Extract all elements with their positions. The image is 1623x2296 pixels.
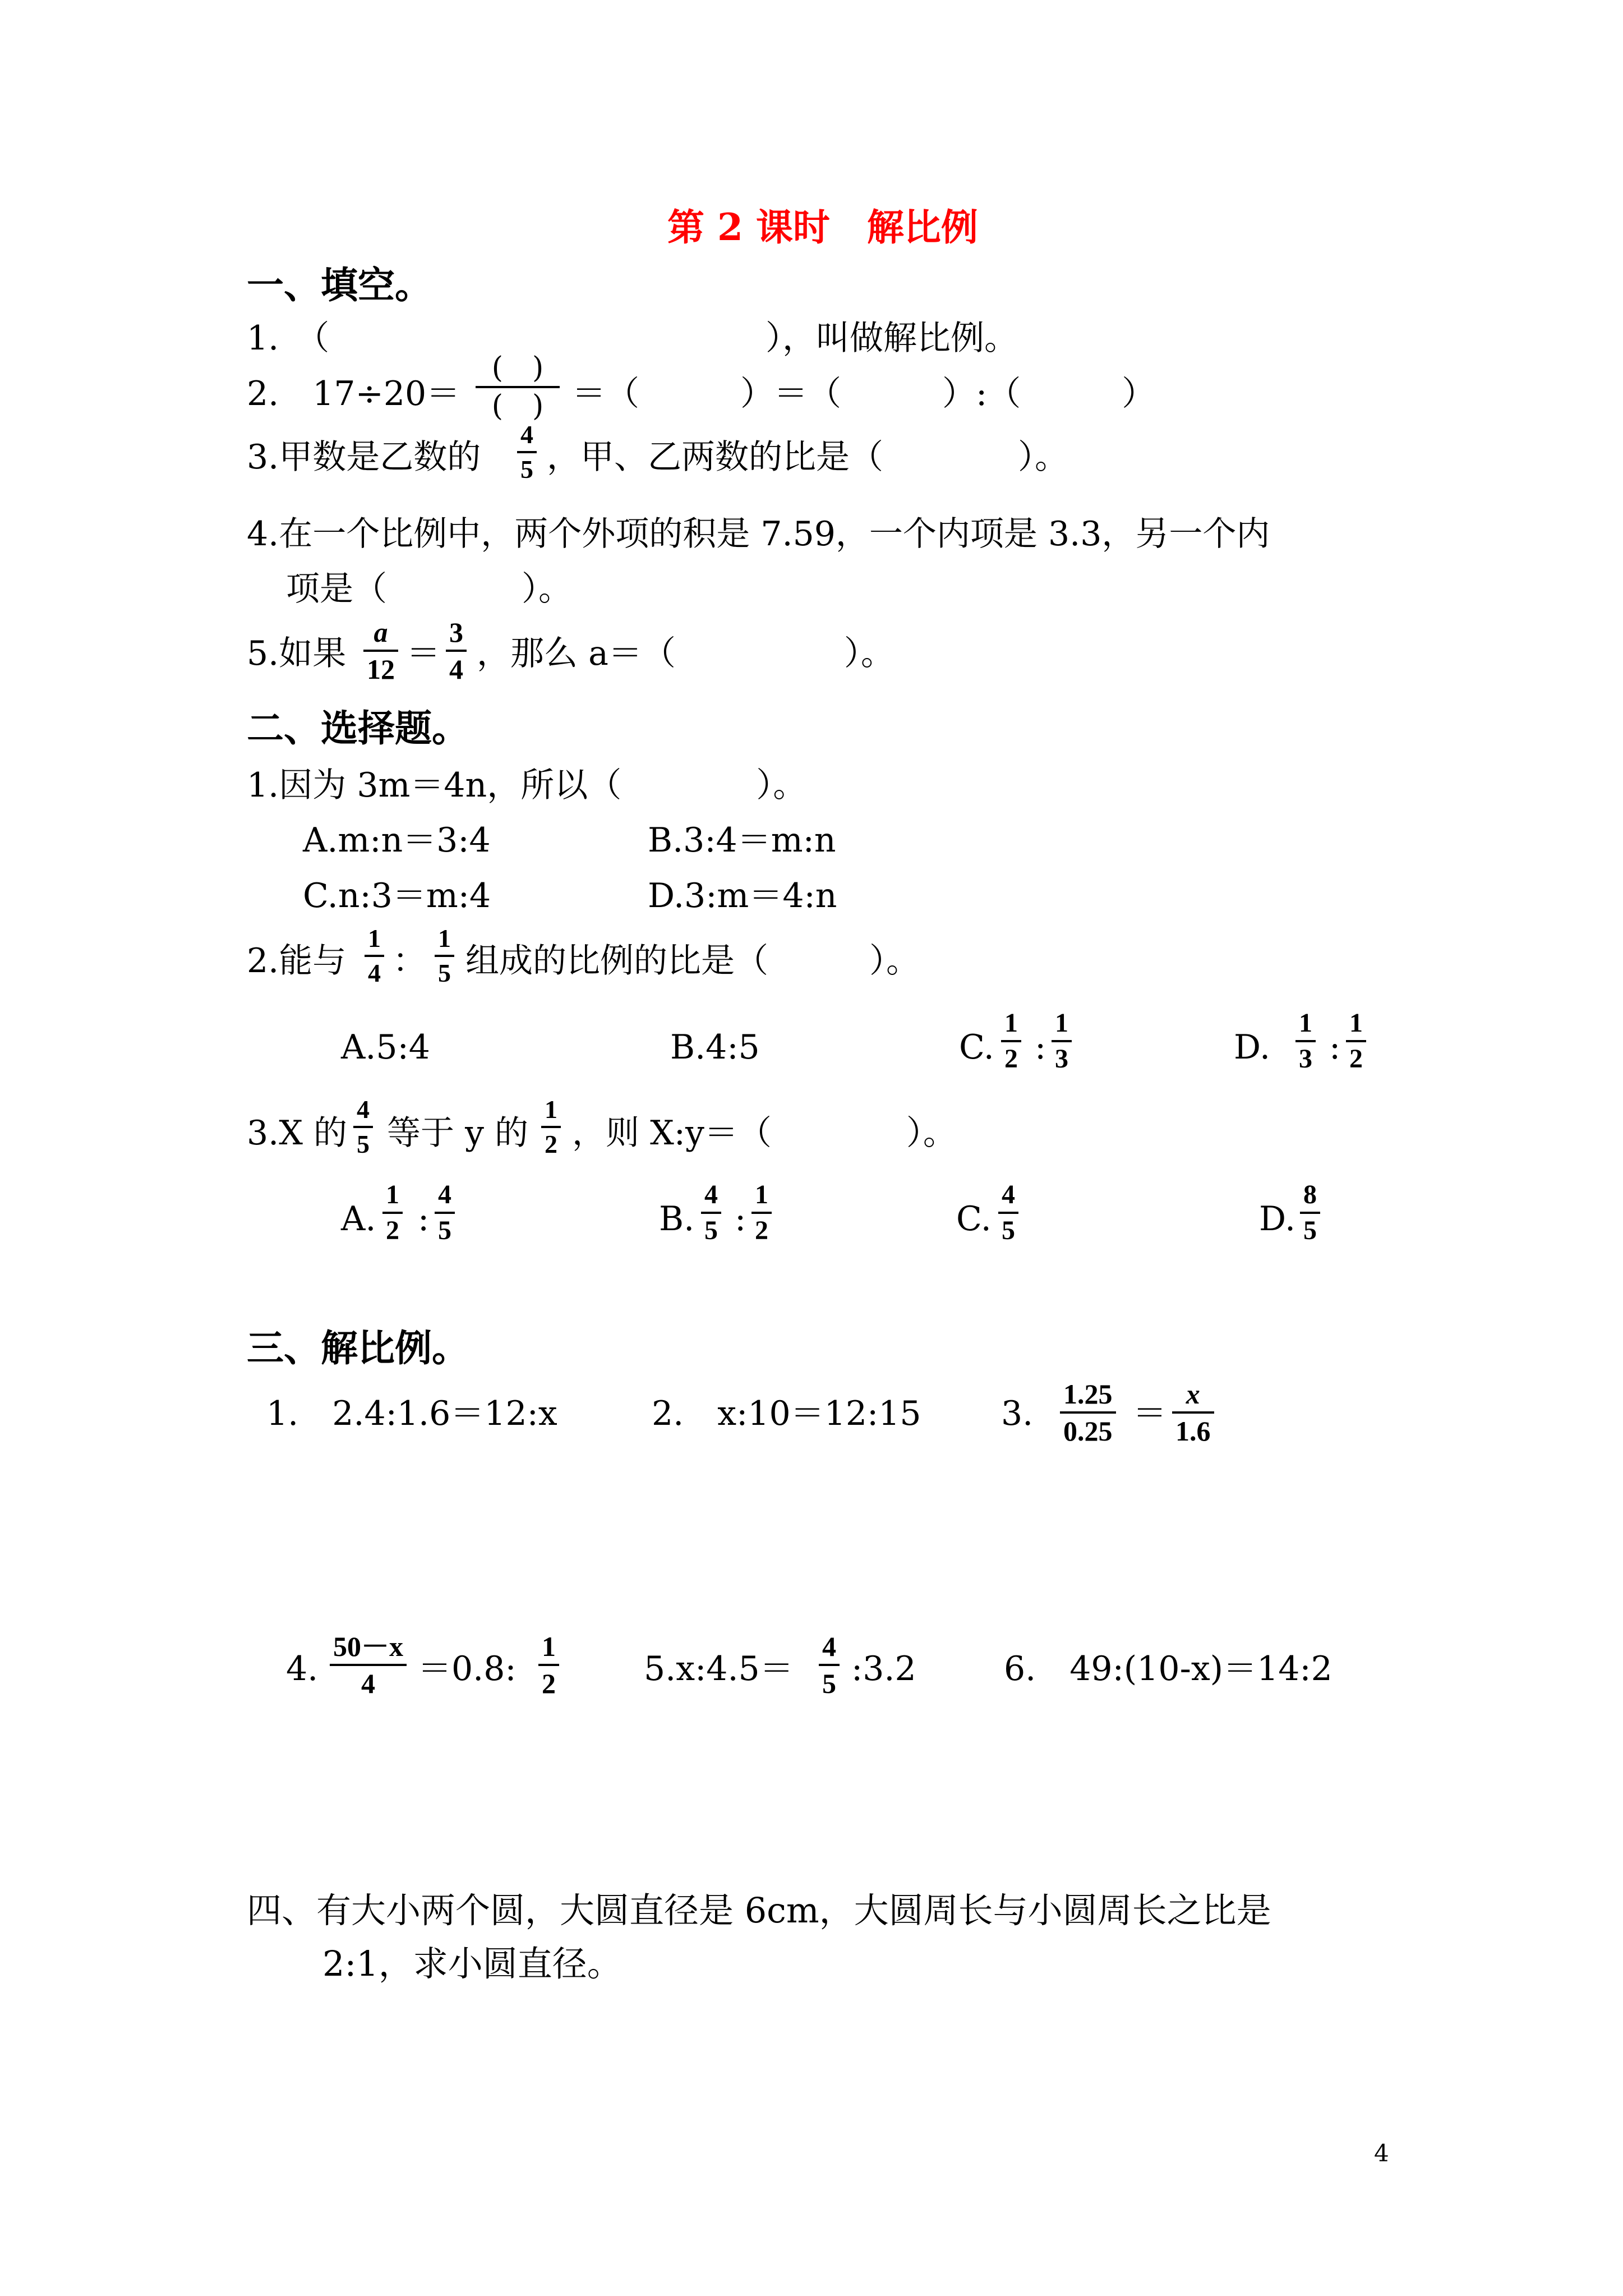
numerator: 1 — [1299, 1008, 1312, 1038]
denominator: 2 — [1004, 1044, 1018, 1074]
fraction-bar — [1001, 1040, 1021, 1042]
denominator: 4 — [449, 654, 463, 685]
fraction-bar — [751, 1212, 772, 1214]
s2-q3-option-a-frac1 — [382, 1181, 403, 1244]
s2-q3-option-a-frac2 — [435, 1181, 455, 1244]
s2-q3-fraction-2 — [541, 1097, 561, 1157]
s3-problem-3-frac1 — [1060, 1380, 1116, 1445]
s3-problem-2: 2. x:10＝12:15 — [652, 1394, 921, 1433]
s2-q3-option-b-label: B. — [659, 1199, 695, 1239]
denominator: 5 — [520, 455, 533, 484]
numerator: 1 — [386, 1180, 399, 1209]
s2-q3-option-d-frac — [1300, 1181, 1320, 1244]
numerator: 4 — [520, 420, 533, 449]
denominator: 5 — [704, 1216, 718, 1245]
section3-heading: 三、解比例。 — [247, 1326, 469, 1370]
numerator: 4 — [438, 1180, 451, 1209]
s3-problem-4-mid: ＝0.8: — [418, 1649, 517, 1688]
fraction-bar — [435, 955, 454, 957]
numerator: 4 — [1002, 1180, 1015, 1209]
numerator: 1 — [438, 924, 451, 953]
s3-problem-3-eq: ＝ — [1133, 1394, 1166, 1433]
s2-q2-option-c-sep: : — [1035, 1028, 1046, 1067]
s1-q5-eq: ＝ — [407, 634, 440, 673]
denominator: 5 — [1002, 1216, 1015, 1245]
denominator: 2 — [1349, 1044, 1363, 1074]
numerator: 1.25 — [1063, 1378, 1113, 1410]
numerator: 1 — [1004, 1008, 1018, 1038]
s1-q4-line1: 4.在一个比例中，两个外项的积是 7.59，一个内项是 3.3，另一个内 — [247, 514, 1270, 554]
s1-q5-fraction-a — [363, 618, 398, 683]
numerator: 4 — [704, 1180, 718, 1209]
numerator: 3 — [449, 616, 463, 648]
denominator: 5 — [438, 1216, 451, 1245]
s1-q3-start: 3.甲数是乙数的 — [247, 438, 481, 477]
fraction-bar — [517, 451, 537, 453]
fraction-bar — [446, 650, 467, 652]
s1-q1-start: 1. （ — [247, 319, 330, 358]
s2-q2-colon: ： — [393, 941, 426, 981]
s1-q3-end: ，甲、乙两数的比是（ ）。 — [547, 438, 1068, 477]
denominator: 0.25 — [1063, 1415, 1113, 1447]
s1-q5-fraction-b — [446, 618, 467, 683]
fraction-bar — [476, 386, 560, 388]
numerator: 8 — [1303, 1180, 1317, 1209]
s2-q1-option-b: B.3:4＝m:n — [648, 821, 836, 860]
numerator: 50－x — [333, 1631, 403, 1662]
s2-q2-option-d-frac2 — [1346, 1010, 1366, 1073]
fraction-bar — [353, 1126, 373, 1128]
s1-q1-end: ），叫做解比例。 — [766, 319, 1018, 358]
section1-heading: 一、填空。 — [247, 263, 432, 307]
s2-q2-option-c-label: C. — [959, 1028, 994, 1067]
s2-q3-middle: 等于 y 的 — [387, 1114, 529, 1153]
s2-q2-option-c-frac1 — [1001, 1010, 1021, 1073]
page-number: 4 — [1374, 2139, 1389, 2167]
fraction-bar — [1052, 1040, 1072, 1042]
s2-q3-option-b-sep: : — [735, 1199, 746, 1239]
s3-problem-4-frac1 — [330, 1632, 407, 1697]
denominator: 12 — [367, 654, 395, 685]
fraction-bar — [1300, 1212, 1320, 1214]
s1-q2-fraction — [476, 353, 560, 421]
s2-q3-option-c-label: C. — [956, 1199, 992, 1239]
s2-q1-stem: 1.因为 3m＝4n，所以（ ）。 — [247, 766, 807, 805]
s1-q3-fraction — [517, 422, 537, 482]
s3-problem-5-start: 5.x:4.5＝ — [644, 1649, 794, 1688]
numerator: 1 — [542, 1631, 556, 1662]
s3-problem-1: 1. 2.4:1.6＝12:x — [266, 1394, 557, 1433]
s2-q3-option-b-frac1 — [701, 1181, 721, 1244]
s2-q2-option-a: A.5:4 — [341, 1028, 430, 1067]
denominator: 2 — [755, 1216, 768, 1245]
numerator: 4 — [357, 1095, 370, 1124]
fraction-bar — [363, 650, 398, 652]
denominator: 1.6 — [1175, 1415, 1211, 1447]
numerator: a — [374, 616, 388, 648]
numerator: 1 — [368, 924, 381, 953]
denominator: 4 — [368, 959, 381, 987]
numerator: 1 — [545, 1095, 557, 1124]
denominator: 5 — [1303, 1216, 1317, 1245]
numerator: 1 — [1055, 1008, 1068, 1038]
s2-q1-option-c: C.n:3＝m:4 — [303, 876, 491, 915]
page-title: 第 2 课时 解比例 — [667, 205, 978, 249]
numerator: 1 — [755, 1180, 768, 1209]
numerator: x — [1186, 1378, 1200, 1410]
denominator: 2 — [542, 1668, 556, 1699]
s3-problem-5-frac — [819, 1632, 840, 1697]
s2-q2-start: 2.能与 — [247, 941, 347, 981]
s1-q5-start: 5.如果 — [247, 634, 347, 673]
fraction-bar — [819, 1664, 840, 1666]
s1-q2-frac-denominator: ( ) — [491, 389, 544, 423]
s1-q5-end: ，那么 a＝（ ）。 — [477, 634, 895, 673]
s2-q3-fraction-1 — [353, 1097, 373, 1157]
fraction-bar — [330, 1664, 407, 1666]
denominator: 2 — [545, 1130, 557, 1158]
s4-line2: 2:1，求小圆直径。 — [322, 1943, 622, 1984]
fraction-bar — [701, 1212, 721, 1214]
denominator: 5 — [438, 959, 451, 987]
s3-problem-4-frac2 — [538, 1632, 559, 1697]
fraction-bar — [1295, 1040, 1316, 1042]
numerator: 4 — [822, 1631, 836, 1662]
s3-problem-5-end: :3.2 — [851, 1649, 916, 1688]
s2-q2-fraction-1 — [365, 926, 384, 986]
fraction-bar — [1172, 1411, 1214, 1414]
s1-q2-start: 2. 17÷20＝ — [247, 374, 460, 413]
s2-q3-option-a-sep: : — [418, 1199, 430, 1239]
denominator: 5 — [822, 1668, 836, 1699]
s2-q3-end: ，则 X:y＝（ ）。 — [572, 1114, 957, 1153]
section2-heading: 二、选择题。 — [247, 706, 469, 750]
fraction-bar — [1346, 1040, 1366, 1042]
fraction-bar — [365, 955, 384, 957]
s2-q2-option-c-frac2 — [1052, 1010, 1072, 1073]
s2-q2-fraction-2 — [435, 926, 454, 986]
s3-problem-3-frac2 — [1172, 1380, 1214, 1445]
s2-q2-option-d-label: D. — [1234, 1028, 1271, 1067]
s2-q2-end: 组成的比例的比是（ ）。 — [465, 941, 920, 981]
s2-q3-option-c-frac — [998, 1181, 1018, 1244]
s2-q2-option-b: B.4:5 — [670, 1028, 760, 1067]
s2-q3-option-a-label: A. — [341, 1199, 376, 1239]
s2-q1-option-a: A.m:n＝3:4 — [303, 821, 491, 860]
denominator: 3 — [1299, 1044, 1312, 1074]
s3-problem-4-label: 4. — [286, 1649, 319, 1688]
fraction-bar — [1060, 1411, 1116, 1414]
s2-q1-option-d: D.3:m＝4:n — [648, 876, 837, 915]
s1-q2-frac-numerator: ( ) — [491, 351, 544, 385]
s3-problem-3-label: 3. — [1001, 1394, 1034, 1433]
numerator: 1 — [1349, 1008, 1363, 1038]
s1-q4-line2: 项是（ ）。 — [286, 569, 572, 609]
denominator: 3 — [1055, 1044, 1068, 1074]
fraction-bar — [382, 1212, 403, 1214]
s1-q2-end: ＝（ ）＝（ ）:（ ） — [572, 374, 1156, 413]
s2-q2-option-d-sep: : — [1329, 1028, 1341, 1067]
s2-q2-option-d-frac1 — [1295, 1010, 1316, 1073]
fraction-bar — [538, 1664, 559, 1666]
fraction-bar — [998, 1212, 1018, 1214]
s3-problem-6: 6. 49:(10-x)＝14:2 — [1004, 1649, 1332, 1688]
denominator: 2 — [386, 1216, 399, 1245]
fraction-bar — [541, 1126, 561, 1128]
fraction-bar — [435, 1212, 455, 1214]
s4-line1: 四、有大小两个圆，大圆直径是 6cm，大圆周长与小圆周长之比是 — [247, 1890, 1271, 1931]
s2-q3-start: 3.X 的 — [247, 1114, 348, 1153]
s2-q3-option-d-label: D. — [1259, 1199, 1296, 1239]
denominator: 5 — [357, 1130, 370, 1158]
s2-q3-option-b-frac2 — [751, 1181, 772, 1244]
denominator: 4 — [361, 1668, 375, 1699]
